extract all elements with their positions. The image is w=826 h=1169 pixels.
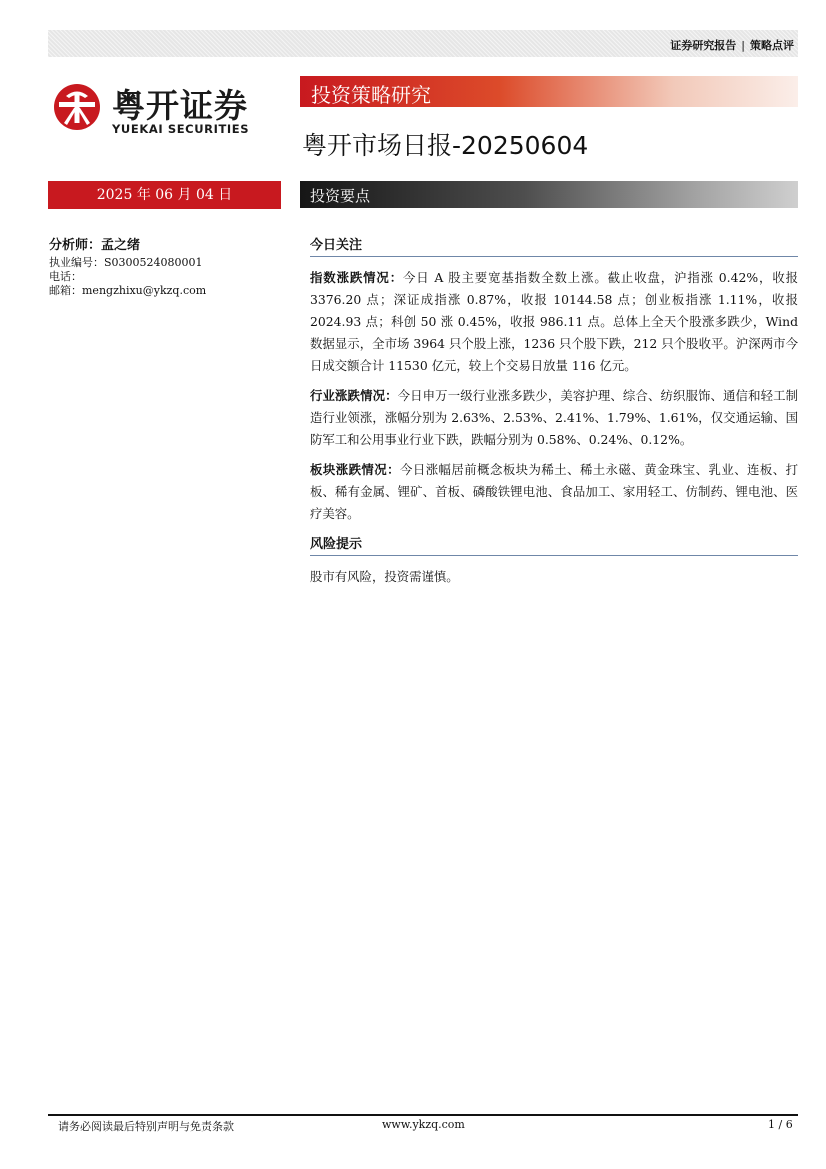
analyst-info xyxy=(49,234,289,298)
footer-divider xyxy=(48,1114,798,1116)
category-banner-text: 投资策略研究 xyxy=(311,83,431,107)
footer-disclaimer: 请务必阅读最后特别声明与免责条款 xyxy=(58,1120,234,1133)
footer-page-number: 1 / 6 xyxy=(768,1118,793,1131)
analyst-name-row xyxy=(49,234,289,253)
section-heading-risk: 风险提示 xyxy=(310,533,798,556)
logo-name-cn: 粤开证券 xyxy=(112,86,248,125)
report-title: 粤开市场日报-20250604 xyxy=(302,131,589,160)
header-separator: | xyxy=(741,39,745,52)
report-header-band xyxy=(48,30,798,57)
report-category: 策略点评 xyxy=(750,39,794,52)
main-content xyxy=(310,234,798,596)
report-date-bar xyxy=(48,181,281,209)
paragraph-text: 今日申万一级行业涨多跌少，美容护理、综合、纺织服饰、通信和轻工制造行业领涨，涨幅分别为 2.63%、2.53%、2.41%、1.79%、1.61%，仅交通运输、国防军工和公用事业行业下跌，跌幅分别为 0.58%、0.24%、0.12%。 xyxy=(310,388,799,447)
risk-text: 股市有风险，投资需谨慎。 xyxy=(310,569,459,584)
analyst-label: 分析师： xyxy=(49,238,102,253)
paragraph-lead: 板块涨跌情况： xyxy=(310,462,400,477)
index-paragraph xyxy=(310,267,798,377)
report-type-label xyxy=(670,37,794,53)
category-banner xyxy=(300,76,798,107)
paragraph-text: 今日 A 股主要宽基指数全数上涨。截止收盘，沪指涨 0.42%，收报 3376.20 点；深证成指涨 0.87%，收报 10144.58 点；创业板指涨 1.11%，收报 2024.93 点；科创 50 涨 0.45%，收报 986.11 点。总体上全天个股涨多跌少，Wind 数据显示，全市场 3964 只个股上涨，1236 只个股下跌，212 只个股收平。沪深两市今日成交额合计 11530 亿元，较上个交易日放量 116 亿元。 xyxy=(310,270,798,373)
report-type: 证券研究报告 xyxy=(670,39,737,52)
sector-paragraph xyxy=(310,459,798,525)
report-date: 2025 年 06 月 04 日 xyxy=(96,187,233,203)
analyst-name: 孟之绪 xyxy=(101,238,141,253)
key-points-label: 投资要点 xyxy=(310,187,371,205)
footer-website[interactable]: www.ykzq.com xyxy=(382,1118,465,1131)
analyst-license: 执业编号：S0300524080001 xyxy=(49,256,203,269)
analyst-phone: 电话： xyxy=(49,270,82,283)
key-points-bar xyxy=(300,181,798,208)
logo-name-en: YUEKAI SECURITIES xyxy=(112,122,250,136)
section-heading-today: 今日关注 xyxy=(310,234,798,257)
industry-paragraph xyxy=(310,385,798,451)
analyst-email: 邮箱：mengzhixu@ykzq.com xyxy=(49,284,207,297)
paragraph-lead: 行业涨跌情况： xyxy=(310,388,398,403)
company-logo xyxy=(52,82,282,140)
paragraph-text: 今日涨幅居前概念板块为稀土、稀土永磁、黄金珠宝、乳业、连板、打板、稀有金属、锂矿、首板、磷酸铁锂电池、食品加工、家用轻工、仿制药、锂电池、医疗美容。 xyxy=(310,462,799,521)
yuekai-logo-icon xyxy=(52,82,102,132)
paragraph-lead: 指数涨跌情况： xyxy=(310,270,404,285)
